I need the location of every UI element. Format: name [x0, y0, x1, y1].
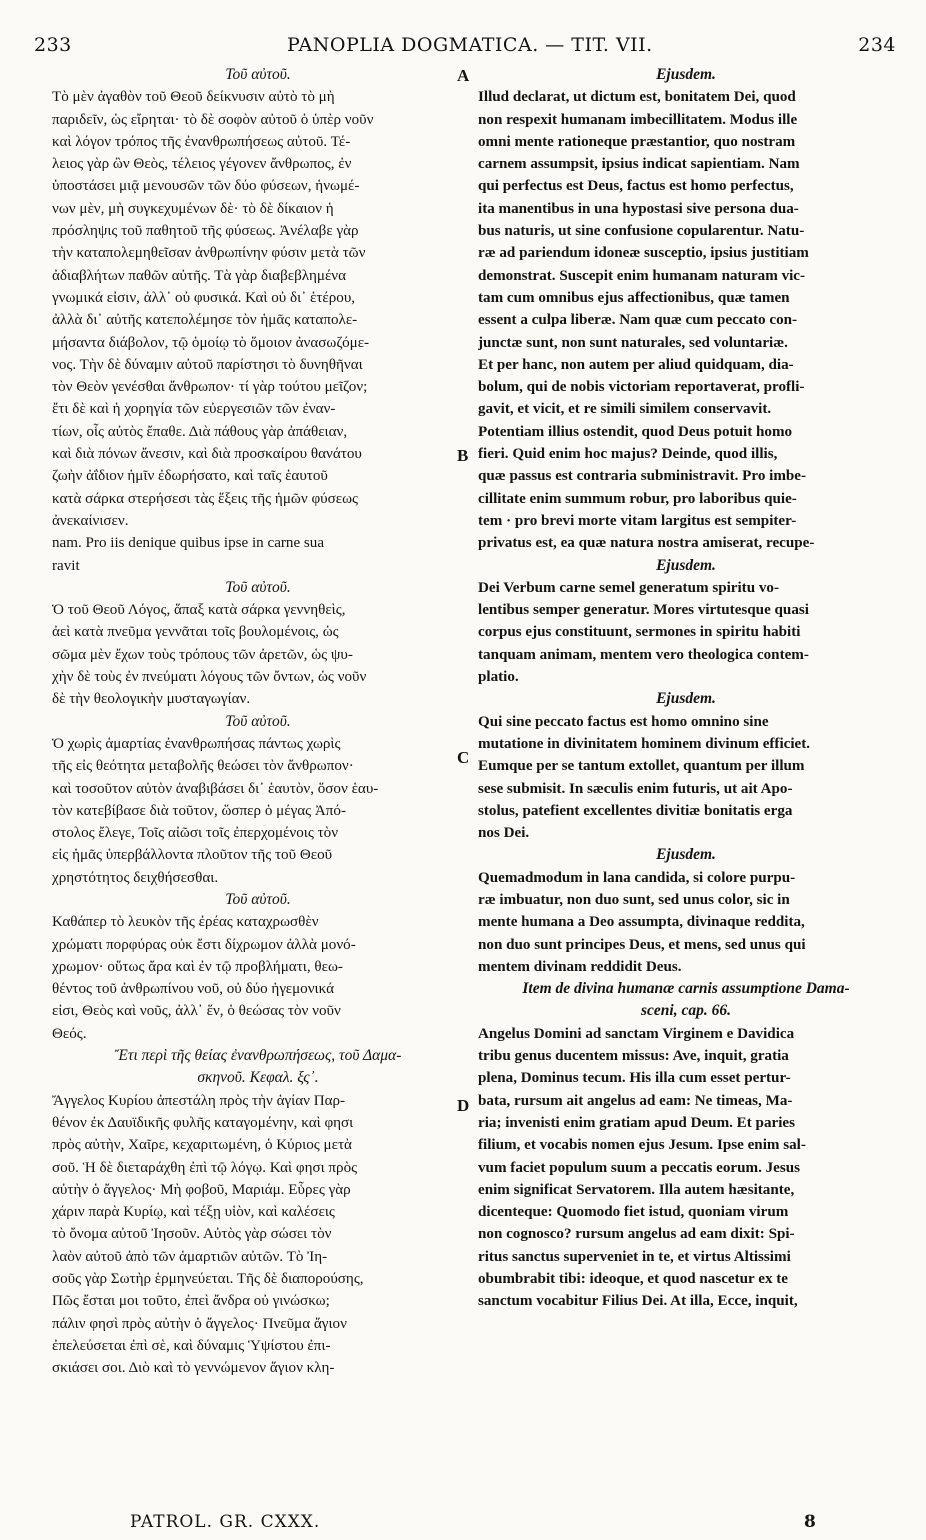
greek-heading: Τοῦ αὐτοῦ. — [225, 66, 291, 83]
greek-line: σκιάσει σοι. Διὸ καὶ τὸ γεννώμενον ἅγιον κλη- — [52, 1360, 335, 1377]
latin-paragraph — [478, 86, 894, 554]
latin-block — [478, 64, 894, 555]
latin-line: Illud declarat, ut dictum est, bonitatem Dei, quod — [478, 89, 796, 106]
greek-line: ἀνεκαίνισεν. — [52, 512, 129, 529]
greek-paragraph — [52, 1090, 464, 1380]
greek-line: καὶ λόγον τρόπος τῆς ἐνανθρωπήσεως αὐτοῦ. Τέ- — [52, 133, 351, 150]
latin-line: essent a culpa liberæ. Nam quæ cum peccato con- — [478, 312, 798, 329]
greek-line: νος. Τὴν δὲ δύναμιν αὐτοῦ παρίστησι τὸ δυνηθῆναι — [52, 356, 363, 373]
greek-line: ἀλλὰ δι᾽ αὐτῆς κατεπολέμησε τὸν ἡμᾶς καταπολε- — [52, 312, 358, 329]
greek-line: Θεός. — [52, 1025, 87, 1042]
latin-heading: sceni, cap. 66. — [641, 1002, 731, 1020]
latin-line: privatus est, ea quæ natura nostra amiserat, recupe- — [478, 535, 815, 552]
greek-line: κατὰ σάρκα στερήσεσι τὰς ἕξεις τῆς ἡμῶν φύσεως — [52, 490, 359, 507]
latin-line: qui perfectus est Deus, factus est homo perfectus, — [478, 178, 794, 195]
latin-line: corpus ejus constituunt, sermones in spiritu habiti — [478, 624, 801, 641]
greek-line: καὶ διὰ πόνων ἄνεσιν, καὶ διὰ προσκαίρου θανάτου — [52, 446, 362, 463]
margin-letter-a: A — [457, 66, 470, 85]
latin-line: platio. — [478, 669, 519, 686]
greek-line: τὴν καταπολεμηθεῖσαν ἀνθρωπίνην φύσιν μετὰ τῶν — [52, 245, 366, 262]
latin-line: filium, et vocabis nomen ejus Jesum. Ipse enim sal- — [478, 1137, 806, 1154]
latin-line: enim significat Servatorem. Illa autem hæsitante, — [478, 1181, 795, 1198]
greek-line: Ὁ χωρὶς ἁμαρτίας ἐνανθρωπήσας πάντως χωρὶς — [52, 735, 341, 752]
latin-line: Potentiam illius ostendit, quod Deus potuit homo — [478, 423, 793, 440]
greek-line: nam. Pro iis denique quibus ipse in carne sua — [52, 535, 325, 552]
greek-paragraph — [52, 599, 464, 710]
footer-signature: 8 — [804, 1512, 817, 1532]
latin-line: Eumque per se tantum extollet, quantum per illum — [478, 758, 805, 775]
latin-line: ria; invenisti enim gratiam apud Deum. Et paries — [478, 1114, 795, 1131]
latin-line: carnem assumpsit, ipsius indicat sapientiam. Nam — [478, 156, 800, 173]
latin-line: ita manentibus in una hypostasi sive persona dua- — [478, 200, 799, 217]
greek-line: τὸν Θεὸν γενέσθαι ἄνθρωπον· τί γὰρ τούτου μεῖζον; — [52, 379, 368, 396]
latin-line: fieri. Quid enim hoc majus? Deinde, quod illis, — [478, 446, 778, 463]
greek-line: ravit — [52, 557, 80, 574]
greek-line: ἔτι δὲ καὶ ἡ χορηγία τῶν εὐεργεσιῶν τῶν ἐναν- — [52, 401, 336, 418]
greek-line: Ὁ τοῦ Θεοῦ Λόγος, ἅπαξ κατὰ σάρκα γεννηθεὶς, — [52, 602, 346, 619]
greek-line: χρώματι πορφύρας οὐκ ἔστι δίχρωμον ἀλλὰ μονό- — [52, 936, 356, 953]
latin-line: tem · pro brevi morte vitam largitus est sempiter- — [478, 512, 797, 529]
margin-letter-b: B — [457, 446, 469, 465]
greek-line: καὶ τοσοῦτον αὐτὸν ἀναβιβάσει δι᾽ ἑαυτὸν, ὅσον ἑαυ- — [52, 780, 379, 797]
greek-line: μήσαντα διάβολον, τῷ ὁμοίῳ τὸ ὅμοιον ἀνασωζόμε- — [52, 334, 370, 351]
latin-line: non cognosco? rursum angelus ad eam dixit: Spi- — [478, 1226, 795, 1243]
greek-line: δὲ τὴν θεολογικὴν μυσταγωγίαν. — [52, 691, 251, 708]
latin-paragraph — [478, 711, 894, 845]
greek-line: γνωμικά εἰσιν, ἀλλ᾽ οὐ φυσικά. Καὶ οὐ δι᾽ ἑτέρου, — [52, 289, 356, 306]
greek-line: αὐτὴν ὁ ἄγγελος· Μὴ φοβοῦ, Μαριάμ. Εὗρες γὰρ — [52, 1181, 351, 1198]
latin-line: sanctum vocabitur Filius Dei. At illa, Ecce, inquit, — [478, 1293, 798, 1310]
latin-heading: Ejusdem. — [656, 66, 716, 83]
greek-line: χὴν δὲ τοὺς ἐν πνεύματι λόγους τῶν ὄντων, ὡς νοῦν — [52, 669, 367, 686]
latin-line: bus naturis, ut sine confusione copularentur. Natu- — [478, 223, 805, 240]
page-number-left: 233 — [34, 34, 72, 56]
latin-heading: Ejusdem. — [656, 556, 716, 574]
latin-line: quæ passus est contraria subministravit. Pro imbe- — [478, 468, 807, 485]
greek-line: παριδεῖν, ὡς εἴρηται· τὸ δὲ σοφὸν αὐτοῦ ὁ ὑπὲρ νοῦν — [52, 111, 374, 128]
latin-heading: Ejusdem. — [656, 690, 716, 708]
greek-block — [52, 64, 464, 532]
latin-line: mente humana a Deo assumpta, divinaque reddita, — [478, 914, 805, 931]
greek-paragraph — [52, 733, 464, 889]
greek-heading: Τοῦ αὐτοῦ. — [225, 712, 291, 730]
greek-heading: Τοῦ αὐτοῦ. — [225, 578, 291, 596]
latin-line: ræ imbuatur, non duo sunt, sed unus color, sic in — [478, 891, 790, 908]
margin-letter-d: D — [457, 1096, 470, 1115]
latin-line: tam cum omnibus ejus affectionibus, quæ tamen — [478, 289, 790, 306]
greek-paragraph — [52, 911, 464, 1045]
greek-line: θέντος τοῦ ἀνθρωπίνου νοῦ, οὐ δύο ἡγεμονικά — [52, 981, 334, 998]
latin-line: mutatione in divinitatem hominem divinum efficiet. — [478, 735, 811, 752]
latin-line: gavit, et vicit, et re simili similem conservavit. — [478, 401, 772, 418]
greek-line: χάριν παρὰ Κυρίῳ, καὶ τέξῃ υἱὸν, καὶ καλέσεις — [52, 1204, 335, 1221]
greek-line: χρωμον· οὕτως ἄρα καὶ ἐν τῷ προβλήματι, θεω- — [52, 958, 343, 975]
latin-paragraph — [478, 867, 894, 978]
latin-line: obumbrabit tibi: ideoque, et quod nascetur ex te — [478, 1271, 788, 1288]
latin-line: dicenteque: Quomodo fiet istud, quoniam virum — [478, 1204, 789, 1221]
latin-block — [478, 844, 894, 978]
greek-line: τὸν κατεβίβασε διὰ τοῦτον, ὥσπερ ὁ μέγας Ἀπό- — [52, 802, 347, 819]
latin-line: vum faciet populum suum a peccatis eorum. Jesus — [478, 1159, 801, 1176]
greek-line: Καθάπερ τὸ λευκὸν τῆς ἐρέας καταχρωσθὲν — [52, 914, 319, 931]
greek-line: ἀεὶ κατὰ πνεῦμα γεννᾶται τοῖς βουλομένοις, ὡς — [52, 624, 339, 641]
latin-line: Qui sine peccato factus est homo omnino sine — [478, 713, 769, 730]
greek-line: στολος ἔλεγε, Τοῖς αἰῶσι τοῖς ἐπερχομένοις τὸν — [52, 825, 339, 842]
greek-line: σῶμα μὲν ἔχων τοὺς τρόπους τῶν ἀρετῶν, ὡς ψυ- — [52, 646, 353, 663]
greek-line: θένον ἐκ Δαυϊδικῆς φυλῆς καταγομένην, καὶ φησι — [52, 1114, 354, 1131]
greek-line: λαὸν αὐτοῦ ἀπὸ τῶν ἁμαρτιῶν αὐτῶν. Τὸ Ἰη- — [52, 1248, 328, 1265]
page-number-right: 234 — [858, 34, 896, 56]
greek-line: τῆς εἰς θεότητα μεταβολῆς θεώσει τὸν ἄνθρωπον· — [52, 758, 354, 775]
greek-paragraph — [52, 86, 464, 532]
latin-line: Dei Verbum carne semel generatum spiritu vo- — [478, 579, 779, 596]
greek-overflow — [52, 532, 464, 577]
latin-paragraph — [478, 1023, 894, 1313]
latin-line: Angelus Domini ad sanctam Virginem e Davidica — [478, 1025, 795, 1042]
latin-line: demonstrat. Suscepit enim humanam naturam vic- — [478, 267, 806, 284]
latin-line: lentibus semper generatur. Mores virtutesque quasi — [478, 602, 809, 619]
greek-heading: Ἔτι περὶ τῆς θείας ἐνανθρωπήσεως, τοῦ Δαμα- — [114, 1047, 402, 1065]
greek-line: ζωὴν ἀΐδιον ἡμῖν ἐδωρήσατο, καὶ ταῖς ἑαυτοῦ — [52, 468, 328, 485]
greek-line: Πῶς ἔσται μοι τοῦτο, ἐπεὶ ἄνδρα οὐ γινώσκω; — [52, 1293, 330, 1310]
greek-line: ἐπελεύσεται ἐπὶ σὲ, καὶ δύναμις Ὑψίστου ἐπι- — [52, 1337, 331, 1354]
latin-line: junctæ sunt, non sunt naturales, sed voluntariæ. — [478, 334, 788, 351]
latin-line: cillitate enim summum robur, pro laboribus quie- — [478, 490, 797, 507]
greek-line: ὑποστάσει μιᾷ μενουσῶν τῶν δύο φύσεων, ἡνωμέ- — [52, 178, 360, 195]
latin-line: stolus, patefient excellentes divitiæ bonitatis erga — [478, 802, 793, 819]
latin-line: mentem divinam reddidit Deus. — [478, 958, 682, 975]
greek-line: Ἄγγελος Κυρίου ἀπεστάλη πρὸς τὴν ἁγίαν Παρ- — [52, 1092, 346, 1109]
greek-column — [52, 64, 464, 1380]
greek-line: χρηστότητος δειχθήσεσθαι. — [52, 869, 219, 886]
greek-heading: Τοῦ αὐτοῦ. — [225, 890, 291, 908]
latin-line: plena, Dominus tecum. His illa cum esset pertur- — [478, 1070, 791, 1087]
greek-line: πρὸς αὐτὴν, Χαῖρε, κεχαριτωμένη, ὁ Κύριος μετὰ — [52, 1137, 352, 1154]
margin-letter-c: C — [457, 748, 470, 767]
latin-heading: Item de divina humanæ carnis assumptione Dama- — [522, 980, 850, 998]
latin-line: ræ ad pariendum idoneæ susceptio, ipsius justitiam — [478, 245, 809, 262]
latin-block — [478, 688, 894, 844]
running-title: PANOPLIA DOGMATICA. — TIT. VII. — [287, 34, 653, 56]
greek-block — [52, 577, 464, 711]
latin-line: bolum, qui de nobis victoriam reportaverat, profli- — [478, 379, 805, 396]
greek-line: πάλιν φησὶ πρὸς αὐτὴν ὁ ἄγγελος· Πνεῦμα ἅγιον — [52, 1315, 347, 1332]
latin-line: non respexit humanam imbecillitatem. Modus ille — [478, 111, 798, 128]
greek-line: σοῦς γὰρ Σωτὴρ ἑρμηνεύεται. Τῆς δὲ διαπορούσης, — [52, 1271, 364, 1288]
greek-line: τίων, οἷς αὐτὸς ἔπαθε. Διὰ πάθους γὰρ ἀπάθειαν, — [52, 423, 348, 440]
latin-line: ritus sanctus superveniet in te, et virtus Altissimi — [478, 1248, 791, 1265]
greek-line: εἰς ἡμᾶς ὑπερβάλλοντα πλοῦτον τῆς τοῦ Θεοῦ — [52, 847, 333, 864]
latin-line: tribu genus ducentem missus: Ave, inquit, gratia — [478, 1048, 789, 1065]
greek-line: πρόσληψις τοῦ παθητοῦ τῆς φύσεως. Ἀνέλαβε γὰρ — [52, 223, 359, 240]
greek-line: σοῦ. Ἡ δὲ διεταράχθη ἐπὶ τῷ λόγῳ. Καὶ φησι πρὸς — [52, 1159, 358, 1176]
greek-block — [52, 889, 464, 1045]
latin-line: Quemadmodum in lana candida, si colore purpu- — [478, 869, 796, 886]
latin-paragraph — [478, 577, 894, 688]
greek-block — [52, 1045, 464, 1379]
latin-line: nos Dei. — [478, 825, 530, 842]
latin-column — [478, 64, 894, 1313]
latin-block — [478, 978, 894, 1312]
greek-line: εἰσι, Θεὸς καὶ νοῦς, ἀλλ᾽ ἕν, ὁ θεώσας τὸν νοῦν — [52, 1003, 341, 1020]
latin-line: non duo sunt principes Deus, et mens, sed unus qui — [478, 936, 806, 953]
greek-line: Τὸ μὲν ἀγαθὸν τοῦ Θεοῦ δείκνυσιν αὐτὸ τὸ μὴ — [52, 89, 335, 106]
latin-line: bata, rursum ait angelus ad eam: Ne timeas, Ma- — [478, 1092, 793, 1109]
greek-line: νων μὲν, μὴ συγκεχυμένων δὲ· τὸ δὲ δίκαιον ἡ — [52, 200, 334, 217]
latin-line: omni mente rationeque præstantior, quo nostram — [478, 133, 796, 150]
latin-line: tanquam animam, mentem vero theologica contem- — [478, 646, 809, 663]
greek-line: τὸ ὄνομα αὐτοῦ Ἰησοῦν. Αὐτὸς γὰρ σώσει τὸν — [52, 1226, 332, 1243]
greek-heading: σκηνοῦ. Κεφαλ. ξς᾽. — [197, 1069, 319, 1087]
greek-block — [52, 711, 464, 889]
greek-line: λειος γὰρ ὢν Θεὸς, τέλειος γέγονεν ἄνθρωπος, ἐν — [52, 156, 352, 173]
latin-heading: Ejusdem. — [656, 846, 716, 864]
greek-line: ἀδιαβλήτων παθῶν αὐτῆς. Τὰ γὰρ διαβεβλημένα — [52, 267, 347, 284]
latin-line: Et per hanc, non autem per aliud quidquam, dia- — [478, 356, 794, 373]
footer-volume: PATROL. GR. CXXX. — [130, 1512, 321, 1532]
latin-block — [478, 555, 894, 689]
latin-line: sese submisit. In sæculis enim futuris, ut ait Apo- — [478, 780, 793, 797]
